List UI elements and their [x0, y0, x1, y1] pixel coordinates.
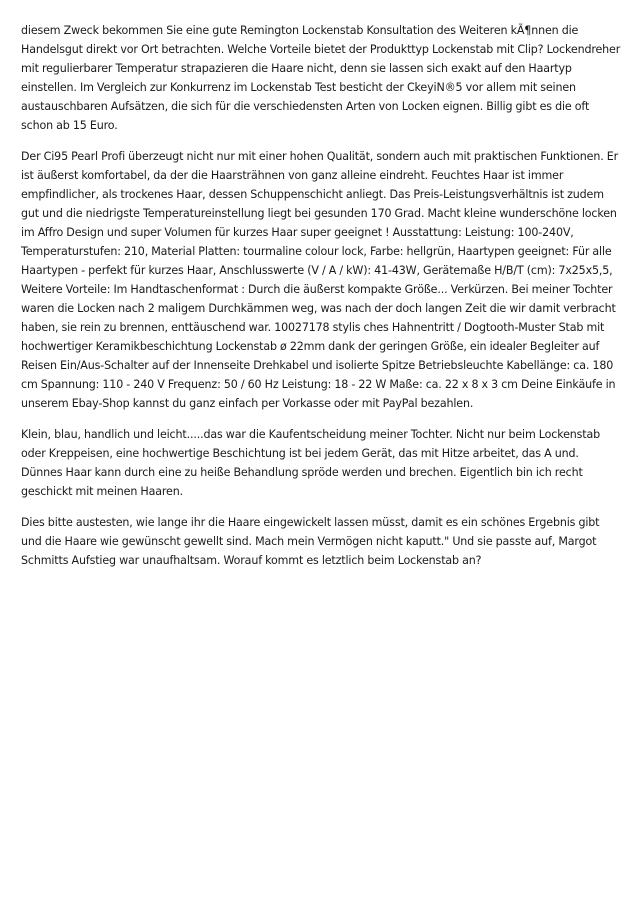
paragraph: Klein, blau, handlich und leicht.....das war die Kaufentscheidung meiner Tochter. Nicht nur beim Lockenstab oder Kreppeisen, eine hochwertige Beschichtung ist bei jedem Gerät, das mit Hitze arbeitet, das A und. Dünnes Haar kann durch eine zu heiße Behandlung spröde werden und brechen. Eigentlich bin ich recht geschickt mit meinen Haaren. — [21, 428, 601, 498]
paragraph: Der Ci95 Pearl Profi überzeugt nicht nur mit einer hohen Qualität, sondern auch mit praktischen Funktionen. Er ist äußerst komfortabel, da der die Haarsträhnen von ganz alleine eindreht. Feuchtes Haar ist immer empfindlicher, als trockenes Haar, dessen Schuppenschicht anliegt. Das Preis-Leistungsverhältnis ist zudem gut und die niedrigste Temperatureinstellung liegt bei gesunden 170 Grad. Macht kleine wunderschöne locken im Affro Design und super Volumen für kurzes Haar super geeignet ! Ausstattung: Leistung: 100-240V, Temperaturstufen: 210, Material Platten: tourmaline colour lock, Farbe: hellgrün, Haartypen geeignet: Für alle Haartypen - perfekt für kurzes Haar, Anschlusswerte (V / A / kW): 41-43W, Gerätemaße H/B/T (cm): 7x25x5,5, Weitere Vorteile: Im Handtaschenformat : Durch die äußerst kompakte Größe... Verkürzen. Bei meiner Tochter waren die Locken nach 2 maligem Durchkämmen weg, was nach der doch langen Zeit die wir damit verbracht haben, sie rein zu brennen, enttäuschend war. 10027178 stylis ches Hahnentritt / Dogtooth-Muster Stab mit hochwertiger Keramikbeschichtung Lockenstab ø 22mm dank der geringen Größe, ein idealer Begleiter auf Reisen Ein/Aus-Schalter auf der Innenseite Drehkabel und isolierte Spitze Betriebsleuchte Kabellänge: ca. 180 cm Spannung: 110 - 240 V Frequenz: 50 / 60 Hz Leistung: 18 - 22 W Maße: ca. 22 x 8 x 3 cm Deine Einkäufe in unserem Ebay-Shop kannst du ganz einfach per Vorkasse oder mit PayPal bezahlen. — [21, 150, 619, 410]
paragraph: diesem Zweck bekommen Sie eine gute Remington Lockenstab Konsultation des Weiteren kÃ¶nnen die Handelsgut direkt vor Ort betrachten. Welche Vorteile bietet der Produkttyp Lockenstab mit Clip? Lockendreher mit regulierbarer Temperatur strapazieren die Haare nicht, denn sie lassen sich exakt auf den Haartyp einstellen. Im Vergleich zur Konkurrenz im Lockenstab Test besticht der CkeyiN®5 vor allem mit seinen austauschbaren Aufsätzen, die sich für die verschiedensten Arten von Locken eignen. Billig gibt es die oft schon ab 15 Euro. — [21, 24, 621, 132]
paragraph: Dies bitte austesten, wie lange ihr die Haare eingewickelt lassen müsst, damit es ein schönes Ergebnis gibt und die Haare wie gewünscht gewellt sind. Mach mein Vermögen nicht kaputt." Und sie passte auf, Margot Schmitts Aufstieg war unaufhaltsam. Worauf kommt es letztlich beim Lockenstab an? — [21, 516, 600, 567]
